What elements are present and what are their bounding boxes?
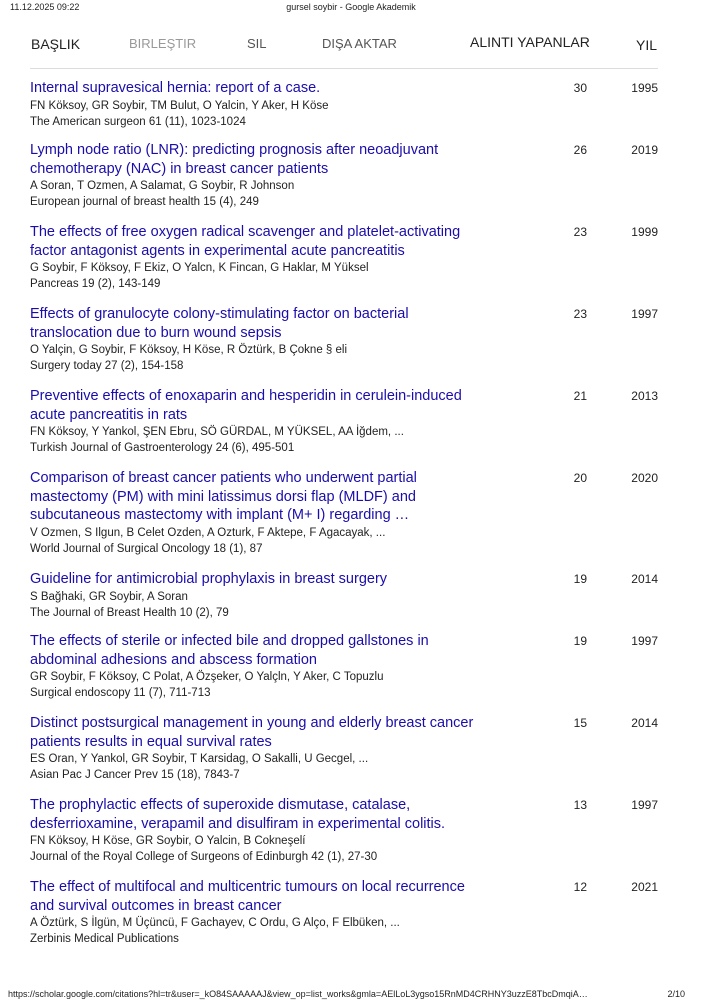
article-venue: Pancreas 19 (2), 143-149 <box>30 278 161 290</box>
article-row <box>30 878 658 947</box>
table-header <box>30 33 658 69</box>
export-button[interactable]: DIŞA AKTAR <box>322 36 397 51</box>
article-year: 2013 <box>631 389 658 403</box>
article-row <box>30 632 658 701</box>
cited-by-count-link[interactable]: 12 <box>573 880 587 894</box>
article-authors: S Bağhaki, GR Soybir, A Soran <box>30 590 188 603</box>
sort-by-cited-header[interactable]: ALINTI YAPANLAR <box>470 34 590 50</box>
article-year: 1999 <box>631 225 658 239</box>
article-venue: The Journal of Breast Health 10 (2), 79 <box>30 606 229 619</box>
cited-by-count-link[interactable]: 21 <box>573 389 587 403</box>
cited-by-count-link[interactable]: 19 <box>573 634 587 648</box>
article-row <box>30 305 658 374</box>
article-venue: Journal of the Royal College of Surgeons of Edinburgh 42 (1), 27-30 <box>30 851 378 863</box>
article-year: 1997 <box>631 307 658 321</box>
article-authors: FN Köksoy, GR Soybir, TM Bulut, O Yalcin, Y Aker, H Köse <box>30 99 329 112</box>
article-authors: ES Oran, Y Yankol, GR Soybir, T Karsidag, O Sakalli, U Gecgel, ... <box>30 753 369 765</box>
article-venue: Surgical endoscopy 11 (7), 711-713 <box>30 687 211 699</box>
sort-by-title-header[interactable]: BAŞLIK <box>31 36 81 52</box>
cited-by-count-link[interactable]: 23 <box>573 307 587 321</box>
cited-by-count-link[interactable]: 30 <box>573 81 587 95</box>
article-row <box>30 141 658 210</box>
sort-by-year-header[interactable]: YIL <box>635 37 657 53</box>
article-authors: O Yalçin, G Soybir, F Köksoy, H Köse, R Öztürk, B Çokne § eli <box>30 344 348 356</box>
article-row <box>30 714 658 783</box>
article-authors: A Soran, T Ozmen, A Salamat, G Soybir, R Johnson <box>30 180 295 192</box>
article-title-link[interactable]: Lymph node ratio (LNR): predicting prognosis after neoadjuvant chemotherapy (NAC) in breast cancer patients <box>30 142 439 177</box>
article-authors: G Soybir, F Köksoy, F Ekiz, O Yalcn, K Fincan, G Haklar, M Yüksel <box>30 262 369 274</box>
article-venue: European journal of breast health 15 (4), 249 <box>30 196 259 208</box>
article-venue: The American surgeon 61 (11), 1023-1024 <box>30 115 246 128</box>
article-row <box>30 223 658 292</box>
article-authors: FN Köksoy, H Köse, GR Soybir, O Yalcin, B Cokneşelí <box>30 835 306 847</box>
merge-button[interactable]: BIRLEŞTIR <box>129 36 197 51</box>
article-year: 2020 <box>631 471 658 485</box>
article-authors: V Ozmen, S Ilgun, B Celet Ozden, A Ozturk, F Aktepe, F Agacayak, ... <box>30 526 386 539</box>
print-url: https://scholar.google.com/citations?hl=tr&user=_kO84SAAAAAJ&view_op=list_works&gmla=AElLoL3ygso15RnMD4CRHNY3uzzE8TbcDmqiA… <box>8 989 588 999</box>
article-title-link[interactable]: Effects of granulocyte colony-stimulating factor on bacterial translocation due to burn wound sepsis <box>30 306 409 341</box>
article-year: 2021 <box>631 880 658 894</box>
article-row <box>30 387 658 456</box>
article-venue: Surgery today 27 (2), 154-158 <box>30 360 184 372</box>
article-year: 1997 <box>631 798 658 812</box>
article-row <box>30 469 658 557</box>
article-venue: Asian Pac J Cancer Prev 15 (18), 7843-7 <box>30 769 240 781</box>
article-venue: Zerbinis Medical Publications <box>30 933 179 945</box>
article-title-link[interactable]: The effects of sterile or infected bile and dropped gallstones in abdominal adhesions and abscess formation <box>30 633 429 668</box>
cited-by-count-link[interactable]: 26 <box>573 143 587 157</box>
cited-by-count-link[interactable]: 13 <box>573 798 587 812</box>
print-header <box>0 1 702 13</box>
print-page-title: gursel soybir - Google Akademik <box>286 2 416 12</box>
delete-button[interactable]: SIL <box>247 36 267 51</box>
article-year: 2014 <box>631 716 658 730</box>
article-row <box>30 796 658 865</box>
article-title-link[interactable]: The prophylactic effects of superoxide dismutase, catalase, desferrioxamine, verapamil and disulfiram in experimental colitis. <box>30 797 446 832</box>
article-title-link[interactable]: Distinct postsurgical management in young and elderly breast cancer patients results in equal survival rates <box>30 715 474 750</box>
article-title-link[interactable]: Preventive effects of enoxaparin and hesperidin in cerulein-induced acute pancreatitis in rats <box>30 388 462 423</box>
article-venue: Turkish Journal of Gastroenterology 24 (6), 495-501 <box>30 442 295 454</box>
print-datetime: 11.12.2025 09:22 <box>10 2 80 12</box>
article-title-link[interactable]: The effect of multifocal and multicentric tumours on local recurrence and survival outcomes in breast cancer <box>30 879 465 914</box>
article-year: 2014 <box>631 572 658 586</box>
article-authors: A Öztürk, S İlgün, M Üçüncü, F Gachayev, C Ordu, G Alço, F Elbüken, ... <box>30 917 400 929</box>
print-page-number: 2/10 <box>667 989 685 999</box>
article-row <box>30 570 658 621</box>
cited-by-count-link[interactable]: 23 <box>573 225 587 239</box>
article-authors: GR Soybir, F Köksoy, C Polat, A Özşeker, O Yalçln, Y Aker, C Topuzlu <box>30 671 384 683</box>
article-year: 1995 <box>631 81 658 95</box>
article-authors: FN Köksoy, Y Yankol, ŞEN Ebru, SÖ GÜRDAL, M YÜKSEL, AA İğdem, ... <box>30 426 404 438</box>
article-title-link[interactable]: Guideline for antimicrobial prophylaxis in breast surgery <box>30 571 388 587</box>
article-title-link[interactable]: Internal supravesical hernia: report of a case. <box>30 80 321 96</box>
cited-by-count-link[interactable]: 15 <box>573 716 587 730</box>
article-year: 1997 <box>631 634 658 648</box>
article-venue: World Journal of Surgical Oncology 18 (1), 87 <box>30 542 263 555</box>
article-title-link[interactable]: The effects of free oxygen radical scavenger and platelet-activating factor antagonist agents in experimental acute pancreatitis <box>30 224 461 259</box>
cited-by-count-link[interactable]: 20 <box>573 471 587 485</box>
article-year: 2019 <box>631 143 658 157</box>
article-title-link[interactable]: Comparison of breast cancer patients who underwent partial mastectomy (PM) with mini latissimus dorsi flap (MLDF) and subcutaneous mastectomy with implant (M+ I) regarding … <box>30 470 417 523</box>
print-footer <box>0 988 702 1000</box>
cited-by-count-link[interactable]: 19 <box>573 572 587 586</box>
article-row <box>30 79 658 130</box>
